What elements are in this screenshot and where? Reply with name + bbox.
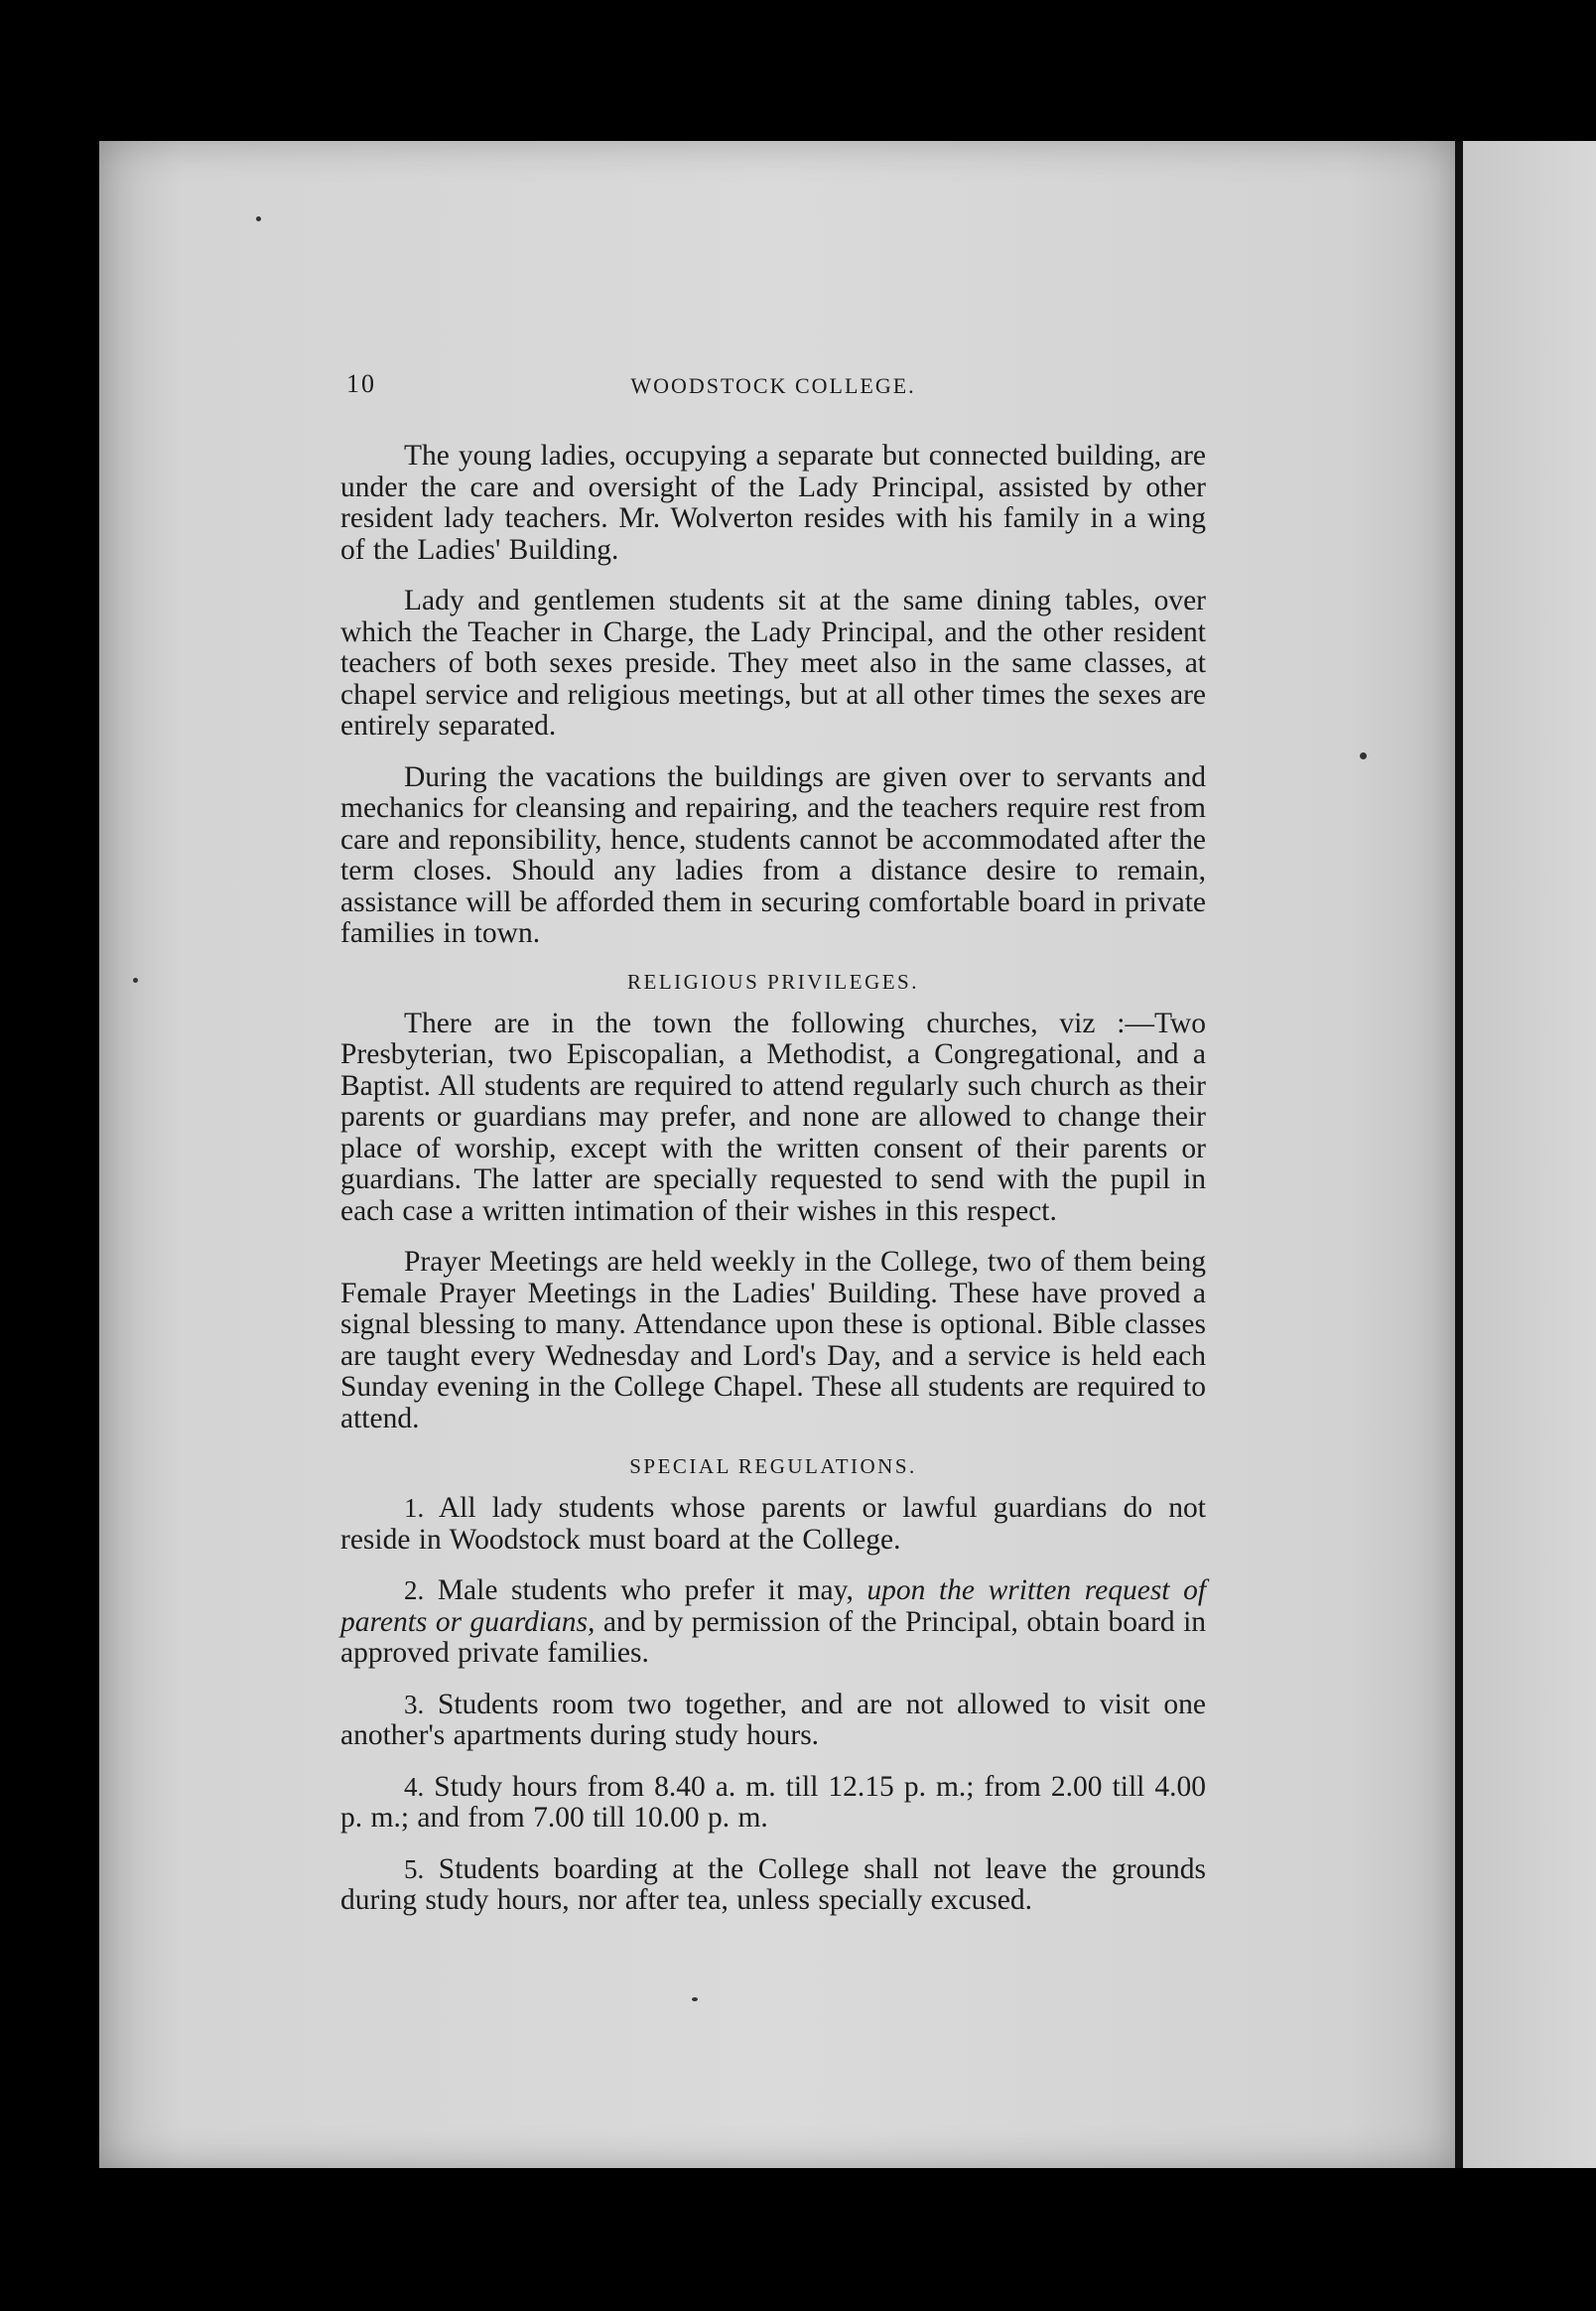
- regulation-text: Male students who prefer it may,: [437, 1574, 854, 1606]
- regulation-italic-text: upon the written request of parents or guardians,: [340, 1574, 1207, 1638]
- dust-speck: [133, 978, 138, 983]
- page-gutter: [1455, 141, 1463, 2168]
- paragraph-ladies-building: The young ladies, occupying a separate but connected building, are under the care and oversight of the Lady Principal, assisted by other resident lady teachers. Mr. Wolverton resides with his family in a wing of the Ladies' Building.: [340, 440, 1206, 566]
- page-text: [340, 369, 1206, 1937]
- running-title: WOODSTOCK COLLEGE.: [630, 373, 916, 398]
- regulation-text: All lady students whose parents or lawful guardians do not reside in Woodstock must board at the College.: [340, 1492, 1206, 1556]
- regulation-number: 5.: [404, 1853, 425, 1884]
- regulation-number: 4.: [404, 1771, 425, 1802]
- section-heading-religious: RELIGIOUS PRIVILEGES.: [627, 969, 919, 994]
- paragraph-churches: There are in the town the following churches, viz :—Two Presbyterian, two Episcopalian, a Methodist, a Congregational, and a Baptist. All students are required to attend regularly such church as their parents or guardians may prefer, and none are allowed to change their place of worship, except with the written consent of their parents or guardians. The latter are specially requested to send with the pupil in each case a written intimation of their wishes in this respect.: [340, 1007, 1206, 1227]
- regulation-item: [340, 1493, 1206, 1556]
- paragraph-vacations: During the vacations the buildings are given over to servants and mechanics for cleansing and repairing, and the teachers require rest from care and reponsibility, hence, students cannot be accommodated after the term closes. Should any ladies from a distance desire to remain, assistance will be afforded them in securing comfortable board in private families in town.: [340, 760, 1206, 949]
- regulation-item: [340, 1575, 1206, 1670]
- dust-speck: [692, 1997, 698, 2001]
- regulation-item: [340, 1690, 1206, 1752]
- regulation-item: [340, 1772, 1206, 1835]
- paragraph-dining: Lady and gentlemen students sit at the same dining tables, over which the Teacher in Charge, the Lady Principal, and the other resident teachers of both sexes preside. They meet also in the same classes, at chapel service and religious meetings, but at all other times the sexes are entirely separated.: [340, 585, 1206, 742]
- regulation-item: [340, 1854, 1206, 1917]
- page-header: [340, 369, 1206, 409]
- section-heading-regulations: SPECIAL REGULATIONS.: [629, 1454, 917, 1478]
- dust-speck: [256, 216, 261, 221]
- regulation-text: Students room two together, and are not allowed to visit one another's apartments during study hours.: [340, 1688, 1207, 1751]
- regulation-text: and by permission of the Principal, obtain board in approved private families.: [340, 1605, 1207, 1669]
- paragraph-prayer-meetings: Prayer Meetings are held weekly in the College, two of them being Female Prayer Meetings in the Ladies' Building. These have proved a signal blessing to many. Attendance upon these is optional. Bible classes are taught every Wednesday and Lord's Day, and a service is held each Sunday evening in the College Chapel. These all students are required to attend.: [340, 1246, 1206, 1434]
- regulation-number: 1.: [404, 1493, 425, 1523]
- dust-speck: [1360, 752, 1367, 759]
- page-number: 10: [346, 369, 376, 398]
- facing-page-edge: [1463, 141, 1596, 2168]
- regulation-text: Study hours from 8.40 a. m. till 12.15 p. m.; from 2.00 till 4.00 p. m.; and from 7.00 till 10.00 p. m.: [340, 1770, 1207, 1834]
- regulation-text: Students boarding at the College shall not leave the grounds during study hours, nor after tea, unless specially excused.: [340, 1852, 1206, 1916]
- regulation-number: 2.: [404, 1575, 425, 1605]
- regulation-number: 3.: [404, 1689, 425, 1719]
